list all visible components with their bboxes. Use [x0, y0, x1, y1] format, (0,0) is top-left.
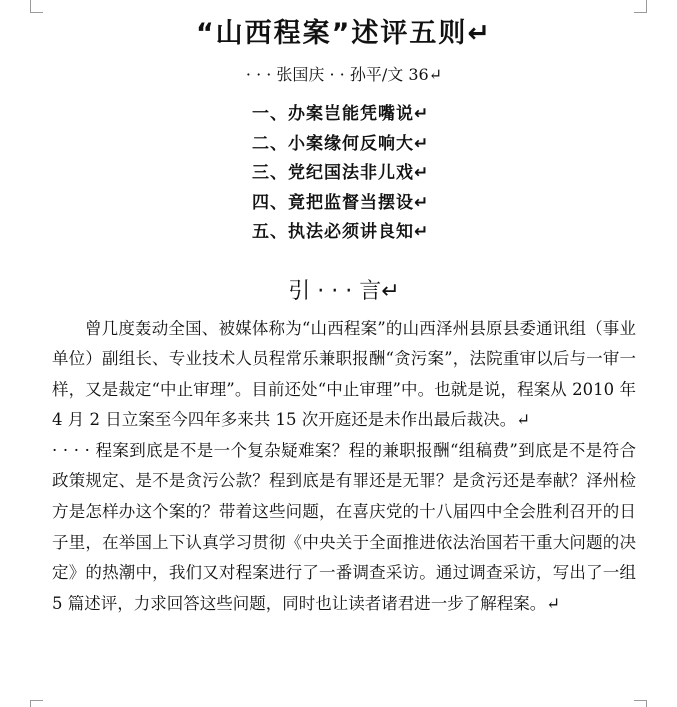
- article-title: “山西程案”述评五则↵: [195, 18, 493, 49]
- toc-item: 五、执法必须讲良知↵: [252, 222, 430, 242]
- article-byline: · · · 张国庆 · · 孙平/文 36↵: [245, 65, 443, 84]
- body-paragraph: 曾几度轰动全国、被媒体称为“山西程案”的山西泽州县原县委通讯组（事业单位）副组长、专业技术人员程常乐兼职报酬“贪污案”，法院重审以后与一审一样，又是裁定“中止审理”。目前还处“中止审理”中。也就是说，程案从 2010 年 4 月 2 日立案至今四年多来共 15 次开庭还是未作出最后裁决。↵: [52, 318, 636, 430]
- table-of-contents: [252, 100, 636, 248]
- crop-mark-bottom-left: [30, 700, 43, 707]
- section-heading: 引 · · · 言↵: [288, 278, 400, 304]
- body-paragraph: · · · · 程案到底是不是一个复杂疑难案？程的兼职报酬“组稿费”到底是不是符合政策规定、是不是贪污公款？程到底是有罪还是无罪？是贪污还是奉献？泽州检方是怎样办这个案的？带着这些问题，在喜庆党的十八届四中全会胜利召开的日子里，在举国上下认真学习贯彻《中央关于全面推进依法治国若干重大问题的决定》的热潮中，我们又对程案进行了一番调查采访。通过调查采访，写出了一组 5 篇述评，力求回答这些问题，同时也让读者诸君进一步了解程案。↵: [52, 440, 636, 613]
- toc-item: 一、办案岂能凭嘴说↵: [252, 104, 430, 124]
- toc-item: 四、竟把监督当摆设↵: [252, 192, 430, 213]
- toc-item: 三、党纪国法非儿戏↵: [252, 163, 430, 183]
- crop-mark-top-left: [30, 0, 43, 13]
- toc-item: 二、小案缘何反响大↵: [252, 133, 430, 154]
- crop-mark-bottom-right: [634, 700, 647, 707]
- document-page: [52, 0, 636, 619]
